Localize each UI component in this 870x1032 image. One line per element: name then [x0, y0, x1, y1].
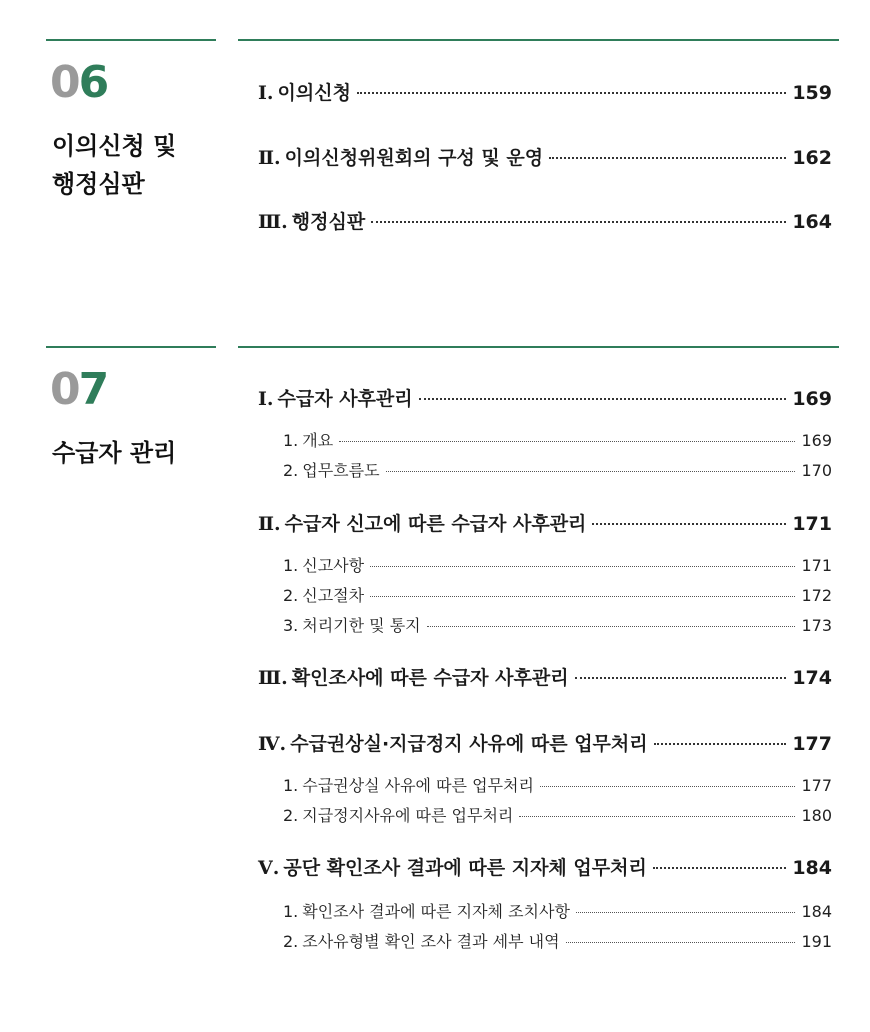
chapter-07-section: [0, 346, 870, 986]
toc-subentry[interactable]: 1. 확인조사 결과에 따른 지자체 조치사항 184: [283, 902, 832, 921]
toc-entry[interactable]: Ⅴ. 공단 확인조사 결과에 따른 지자체 업무처리 184: [258, 857, 832, 879]
toc-entry[interactable]: Ⅳ. 수급권상실·지급정지 사유에 따른 업무처리 177: [258, 733, 832, 755]
toc-subentry[interactable]: 1. 신고사항 171: [283, 556, 832, 575]
toc-entry[interactable]: Ⅱ. 수급자 신고에 따른 수급자 사후관리 171: [258, 513, 832, 535]
chapter-rule-right: [238, 346, 839, 348]
toc-entry[interactable]: Ⅰ. 수급자 사후관리 169: [258, 388, 832, 410]
toc-entry[interactable]: Ⅲ. 확인조사에 따른 수급자 사후관리 174: [258, 667, 832, 689]
toc-subentry[interactable]: 2. 조사유형별 확인 조사 결과 세부 내역 191: [283, 932, 832, 951]
toc-subentry[interactable]: 1. 개요 169: [283, 431, 832, 450]
toc-subentry[interactable]: 2. 업무흐름도 170: [283, 461, 832, 480]
toc-entry[interactable]: Ⅰ. 이의신청 159: [258, 82, 832, 104]
chapter-number: 07: [50, 364, 108, 415]
chapter-rule-left: [46, 346, 216, 348]
toc-subentry[interactable]: 2. 신고절차 172: [283, 586, 832, 605]
chapter-06-section: [0, 39, 870, 299]
chapter-rule-right: [238, 39, 839, 41]
chapter-rule-left: [46, 39, 216, 41]
chapter-title: 수급자 관리: [52, 439, 177, 467]
toc-subentry[interactable]: 3. 처리기한 및 통지 173: [283, 616, 832, 635]
toc-subentry[interactable]: 2. 지급정지사유에 따른 업무처리 180: [283, 806, 832, 825]
toc-subentry[interactable]: 1. 수급권상실 사유에 따른 업무처리 177: [283, 776, 832, 795]
chapter-number: 06: [50, 57, 108, 108]
toc-entry[interactable]: Ⅱ. 이의신청위원회의 구성 및 운영 162: [258, 147, 832, 169]
chapter-title: 이의신청 및 행정심판: [52, 132, 177, 198]
toc-entry[interactable]: Ⅲ. 행정심판 164: [258, 211, 832, 233]
